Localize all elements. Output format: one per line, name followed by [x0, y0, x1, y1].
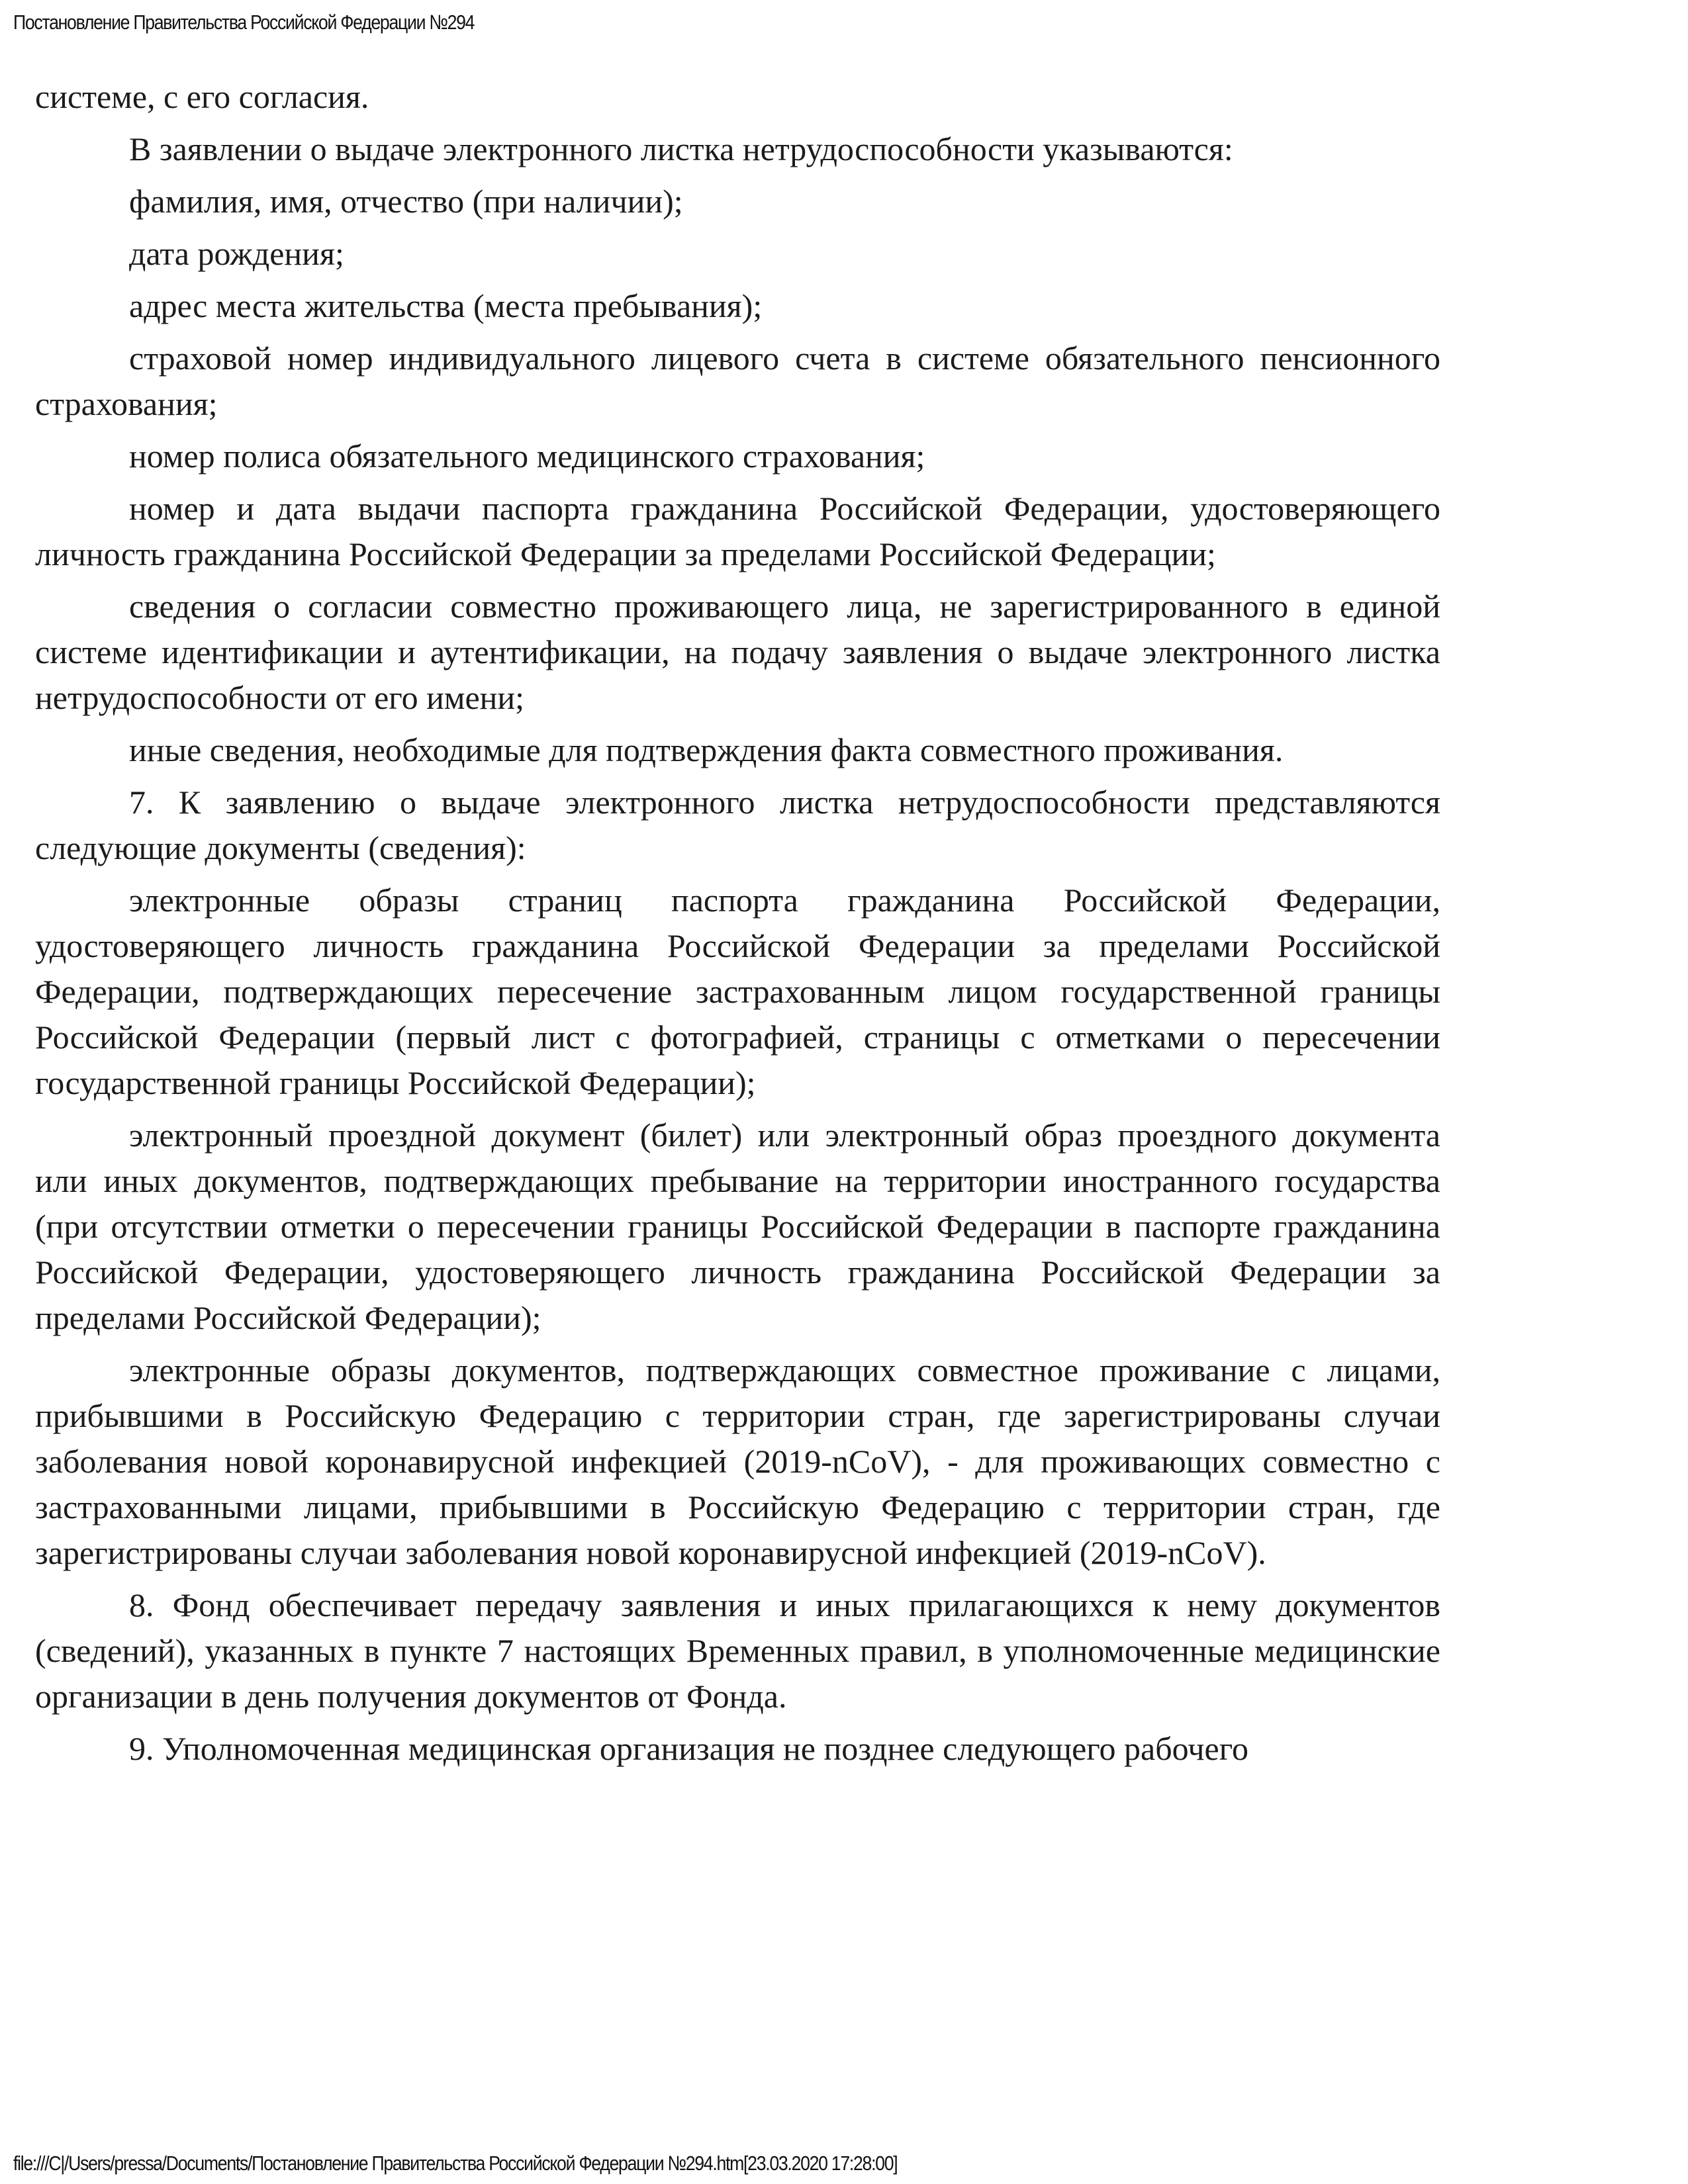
document-body: [35, 74, 1440, 1778]
list-item-cohabitation-documents: электронные образы документов, подтверждающих совместное проживание с лицами, прибывшими в Российскую Федерацию с территории стран, где зарегистрированы случаи заболевания новой коронавирусной инфекцией (2019-nCoV), - для проживающих совместно с застрахованными лицами, прибывшими в Российскую Федерацию с территории стран, где зарегистрированы случаи заболевания новой коронавирусной инфекцией (2019-nCoV).: [35, 1351, 1440, 1571]
list-item-passport: номер и дата выдачи паспорта гражданина Российской Федерации, удостоверяющего личность гражданина Российской Федерации за пределами Российской Федерации;: [35, 490, 1440, 572]
list-item-oms-policy: номер полиса обязательного медицинского страхования;: [129, 437, 925, 475]
list-item-address: адрес места жительства (места пребывания);: [129, 287, 763, 324]
paragraph-application-contents: В заявлении о выдаче электронного листка нетрудоспособности указываются:: [129, 130, 1233, 167]
page-footer-path: file:///C|/Users/pressa/Documents/Постановление Правительства Российской Федерации №294.htm[23.03.2020 17:28:00]: [13, 2152, 898, 2175]
paragraph-section-9: 9. Уполномоченная медицинская организация не позднее следующего рабочего: [129, 1730, 1248, 1767]
list-item-other-info: иные сведения, необходимые для подтверждения факта совместного проживания.: [129, 731, 1284, 768]
paragraph-continuation: системе, с его согласия.: [35, 78, 369, 115]
page-header-title: Постановление Правительства Российской Федерации №294: [13, 11, 475, 34]
list-item-travel-document: электронный проездной документ (билет) или электронный образ проездного документа или иных документов, подтверждающих пребывание на территории иностранного государства (при отсутствии отметки о пересечении границы Российской Федерации в паспорте гражданина Российской Федерации, удостоверяющего личность гражданина Российской Федерации за пределами Российской Федерации);: [35, 1116, 1440, 1336]
list-item-cohabitant-consent: сведения о согласии совместно проживающего лица, не зарегистрированного в единой системе идентификации и аутентификации, на подачу заявления о выдаче электронного листка нетрудоспособности от его имени;: [35, 588, 1440, 716]
list-item-snils: страховой номер индивидуального лицевого счета в системе обязательного пенсионного страхования;: [35, 340, 1440, 422]
list-item-birth-date: дата рождения;: [129, 235, 344, 272]
paragraph-section-7: 7. К заявлению о выдаче электронного листка нетрудоспособности представляются следующие документы (сведения):: [35, 784, 1440, 866]
list-item-full-name: фамилия, имя, отчество (при наличии);: [129, 183, 683, 220]
paragraph-section-8: 8. Фонд обеспечивает передачу заявления и иных прилагающихся к нему документов (сведений), указанных в пункте 7 настоящих Временных правил, в уполномоченные медицинские организации в день получения документов от Фонда.: [35, 1586, 1440, 1715]
list-item-passport-images: электронные образы страниц паспорта гражданина Российской Федерации, удостоверяющего личность гражданина Российской Федерации за пределами Российской Федерации, подтверждающих пересечение застрахованным лицом государственной границы Российской Федерации (первый лист с фотографией, страницы с отметками о пересечении государственной границы Российской Федерации);: [35, 882, 1440, 1101]
